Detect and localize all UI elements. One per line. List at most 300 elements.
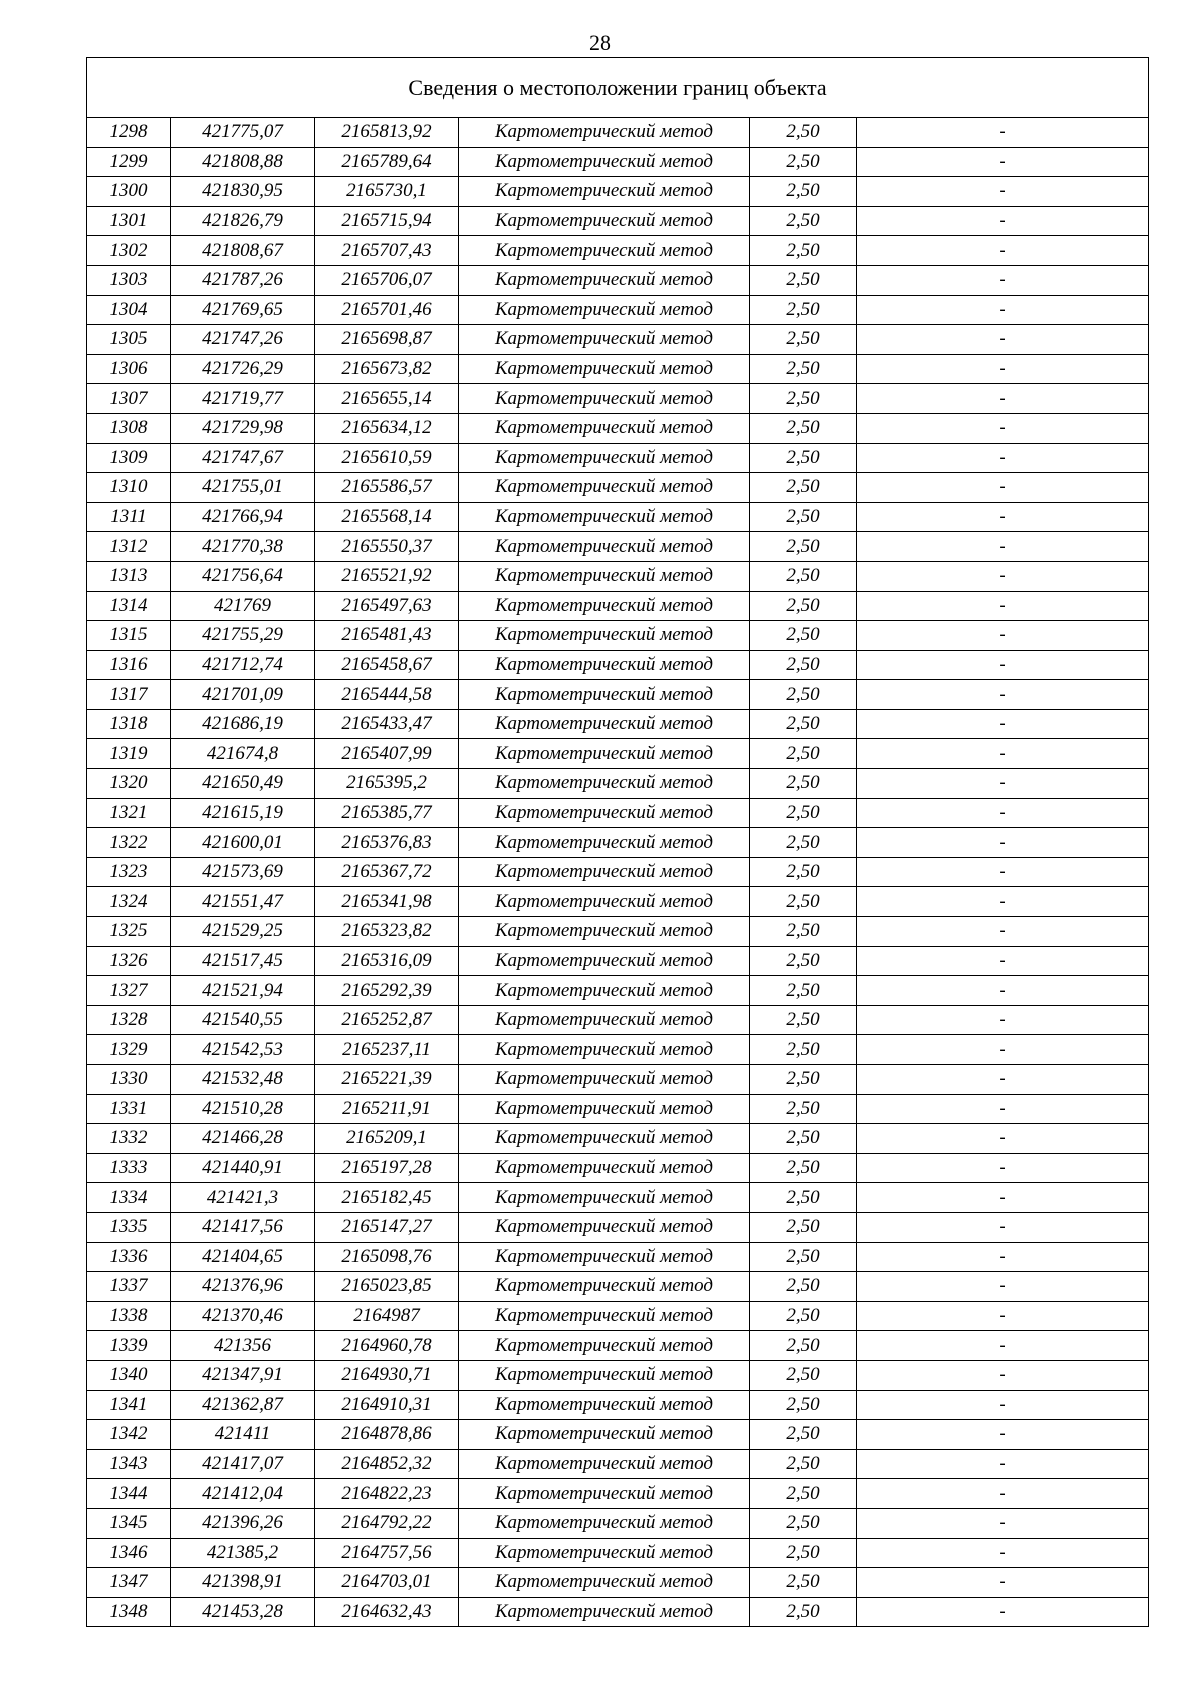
y-coordinate-cell: 2165211,91 [315, 1094, 459, 1124]
y-coordinate-cell: 2165458,67 [315, 650, 459, 680]
y-coordinate-cell: 2164632,43 [315, 1597, 459, 1627]
description-cell: - [857, 384, 1149, 414]
accuracy-cell: 2,50 [750, 650, 857, 680]
point-number-cell: 1346 [87, 1538, 171, 1568]
accuracy-cell: 2,50 [750, 828, 857, 858]
method-cell: Картометрический метод [459, 1272, 750, 1302]
method-cell: Картометрический метод [459, 1153, 750, 1183]
method-cell: Картометрический метод [459, 1449, 750, 1479]
method-cell: Картометрический метод [459, 1094, 750, 1124]
description-cell: - [857, 1390, 1149, 1420]
point-number-cell: 1335 [87, 1212, 171, 1242]
description-cell: - [857, 354, 1149, 384]
y-coordinate-cell: 2165209,1 [315, 1124, 459, 1154]
accuracy-cell: 2,50 [750, 887, 857, 917]
table-row [87, 295, 1149, 325]
accuracy-cell: 2,50 [750, 265, 857, 295]
y-coordinate-cell: 2165673,82 [315, 354, 459, 384]
x-coordinate-cell: 421542,53 [171, 1035, 315, 1065]
x-coordinate-cell: 421755,29 [171, 621, 315, 651]
y-coordinate-cell: 2165376,83 [315, 828, 459, 858]
point-number-cell: 1298 [87, 118, 171, 148]
method-cell: Картометрический метод [459, 1479, 750, 1509]
description-cell: - [857, 709, 1149, 739]
x-coordinate-cell: 421517,45 [171, 946, 315, 976]
accuracy-cell: 2,50 [750, 591, 857, 621]
point-number-cell: 1338 [87, 1301, 171, 1331]
x-coordinate-cell: 421421,3 [171, 1183, 315, 1213]
accuracy-cell: 2,50 [750, 1449, 857, 1479]
y-coordinate-cell: 2165706,07 [315, 265, 459, 295]
description-cell: - [857, 917, 1149, 947]
accuracy-cell: 2,50 [750, 946, 857, 976]
y-coordinate-cell: 2165237,11 [315, 1035, 459, 1065]
x-coordinate-cell: 421440,91 [171, 1153, 315, 1183]
description-cell: - [857, 413, 1149, 443]
table-row [87, 236, 1149, 266]
accuracy-cell: 2,50 [750, 1124, 857, 1154]
description-cell: - [857, 828, 1149, 858]
accuracy-cell: 2,50 [750, 798, 857, 828]
method-cell: Картометрический метод [459, 1568, 750, 1598]
accuracy-cell: 2,50 [750, 502, 857, 532]
table-row [87, 828, 1149, 858]
point-number-cell: 1318 [87, 709, 171, 739]
method-cell: Картометрический метод [459, 917, 750, 947]
point-number-cell: 1320 [87, 769, 171, 799]
method-cell: Картометрический метод [459, 769, 750, 799]
description-cell: - [857, 1301, 1149, 1331]
method-cell: Картометрический метод [459, 502, 750, 532]
point-number-cell: 1339 [87, 1331, 171, 1361]
accuracy-cell: 2,50 [750, 1094, 857, 1124]
x-coordinate-cell: 421521,94 [171, 976, 315, 1006]
table-title-row [87, 58, 1149, 118]
description-cell: - [857, 1331, 1149, 1361]
accuracy-cell: 2,50 [750, 1597, 857, 1627]
method-cell: Картометрический метод [459, 828, 750, 858]
description-cell: - [857, 1242, 1149, 1272]
x-coordinate-cell: 421362,87 [171, 1390, 315, 1420]
description-cell: - [857, 621, 1149, 651]
description-cell: - [857, 561, 1149, 591]
accuracy-cell: 2,50 [750, 236, 857, 266]
y-coordinate-cell: 2164757,56 [315, 1538, 459, 1568]
description-cell: - [857, 118, 1149, 148]
table-row [87, 680, 1149, 710]
description-cell: - [857, 443, 1149, 473]
accuracy-cell: 2,50 [750, 1272, 857, 1302]
method-cell: Картометрический метод [459, 354, 750, 384]
table-row [87, 1568, 1149, 1598]
accuracy-cell: 2,50 [750, 1508, 857, 1538]
accuracy-cell: 2,50 [750, 739, 857, 769]
x-coordinate-cell: 421417,56 [171, 1212, 315, 1242]
method-cell: Картометрический метод [459, 413, 750, 443]
method-cell: Картометрический метод [459, 1331, 750, 1361]
point-number-cell: 1308 [87, 413, 171, 443]
x-coordinate-cell: 421404,65 [171, 1242, 315, 1272]
table-row [87, 650, 1149, 680]
description-cell: - [857, 1212, 1149, 1242]
accuracy-cell: 2,50 [750, 295, 857, 325]
table-row [87, 739, 1149, 769]
description-cell: - [857, 857, 1149, 887]
method-cell: Картометрический метод [459, 976, 750, 1006]
table-row [87, 1597, 1149, 1627]
accuracy-cell: 2,50 [750, 532, 857, 562]
description-cell: - [857, 1360, 1149, 1390]
description-cell: - [857, 1420, 1149, 1450]
description-cell: - [857, 769, 1149, 799]
accuracy-cell: 2,50 [750, 1360, 857, 1390]
accuracy-cell: 2,50 [750, 325, 857, 355]
table-row [87, 1272, 1149, 1302]
table-row [87, 709, 1149, 739]
accuracy-cell: 2,50 [750, 1183, 857, 1213]
description-cell: - [857, 1153, 1149, 1183]
accuracy-cell: 2,50 [750, 769, 857, 799]
accuracy-cell: 2,50 [750, 857, 857, 887]
description-cell: - [857, 1183, 1149, 1213]
table-row [87, 1390, 1149, 1420]
y-coordinate-cell: 2165707,43 [315, 236, 459, 266]
description-cell: - [857, 680, 1149, 710]
point-number-cell: 1333 [87, 1153, 171, 1183]
point-number-cell: 1313 [87, 561, 171, 591]
accuracy-cell: 2,50 [750, 206, 857, 236]
x-coordinate-cell: 421769,65 [171, 295, 315, 325]
x-coordinate-cell: 421808,67 [171, 236, 315, 266]
method-cell: Картометрический метод [459, 206, 750, 236]
description-cell: - [857, 1124, 1149, 1154]
point-number-cell: 1340 [87, 1360, 171, 1390]
accuracy-cell: 2,50 [750, 1242, 857, 1272]
method-cell: Картометрический метод [459, 118, 750, 148]
table-row [87, 118, 1149, 148]
x-coordinate-cell: 421729,98 [171, 413, 315, 443]
accuracy-cell: 2,50 [750, 976, 857, 1006]
x-coordinate-cell: 421719,77 [171, 384, 315, 414]
point-number-cell: 1345 [87, 1508, 171, 1538]
table-row [87, 1479, 1149, 1509]
method-cell: Картометрический метод [459, 325, 750, 355]
x-coordinate-cell: 421385,2 [171, 1538, 315, 1568]
table-row [87, 561, 1149, 591]
y-coordinate-cell: 2165481,43 [315, 621, 459, 651]
y-coordinate-cell: 2165292,39 [315, 976, 459, 1006]
accuracy-cell: 2,50 [750, 413, 857, 443]
point-number-cell: 1310 [87, 473, 171, 503]
method-cell: Картометрический метод [459, 1390, 750, 1420]
y-coordinate-cell: 2165586,57 [315, 473, 459, 503]
method-cell: Картометрический метод [459, 236, 750, 266]
method-cell: Картометрический метод [459, 1242, 750, 1272]
x-coordinate-cell: 421412,04 [171, 1479, 315, 1509]
point-number-cell: 1347 [87, 1568, 171, 1598]
x-coordinate-cell: 421573,69 [171, 857, 315, 887]
y-coordinate-cell: 2164930,71 [315, 1360, 459, 1390]
description-cell: - [857, 739, 1149, 769]
table-row [87, 1153, 1149, 1183]
point-number-cell: 1324 [87, 887, 171, 917]
table-row [87, 1301, 1149, 1331]
y-coordinate-cell: 2165634,12 [315, 413, 459, 443]
y-coordinate-cell: 2165789,64 [315, 147, 459, 177]
description-cell: - [857, 473, 1149, 503]
accuracy-cell: 2,50 [750, 1035, 857, 1065]
y-coordinate-cell: 2164987 [315, 1301, 459, 1331]
table-row [87, 1065, 1149, 1095]
accuracy-cell: 2,50 [750, 1538, 857, 1568]
y-coordinate-cell: 2165610,59 [315, 443, 459, 473]
method-cell: Картометрический метод [459, 1538, 750, 1568]
description-cell: - [857, 1508, 1149, 1538]
x-coordinate-cell: 421466,28 [171, 1124, 315, 1154]
x-coordinate-cell: 421417,07 [171, 1449, 315, 1479]
table-row [87, 1094, 1149, 1124]
table-row [87, 384, 1149, 414]
table-row [87, 206, 1149, 236]
point-number-cell: 1299 [87, 147, 171, 177]
method-cell: Картометрический метод [459, 591, 750, 621]
y-coordinate-cell: 2165521,92 [315, 561, 459, 591]
point-number-cell: 1316 [87, 650, 171, 680]
y-coordinate-cell: 2165568,14 [315, 502, 459, 532]
point-number-cell: 1343 [87, 1449, 171, 1479]
y-coordinate-cell: 2165715,94 [315, 206, 459, 236]
point-number-cell: 1322 [87, 828, 171, 858]
y-coordinate-cell: 2164792,22 [315, 1508, 459, 1538]
description-cell: - [857, 265, 1149, 295]
point-number-cell: 1305 [87, 325, 171, 355]
table-row [87, 1331, 1149, 1361]
y-coordinate-cell: 2165341,98 [315, 887, 459, 917]
accuracy-cell: 2,50 [750, 1005, 857, 1035]
x-coordinate-cell: 421755,01 [171, 473, 315, 503]
y-coordinate-cell: 2165444,58 [315, 680, 459, 710]
method-cell: Картометрический метод [459, 857, 750, 887]
point-number-cell: 1336 [87, 1242, 171, 1272]
point-number-cell: 1326 [87, 946, 171, 976]
point-number-cell: 1309 [87, 443, 171, 473]
x-coordinate-cell: 421600,01 [171, 828, 315, 858]
point-number-cell: 1319 [87, 739, 171, 769]
table-row [87, 1508, 1149, 1538]
y-coordinate-cell: 2165323,82 [315, 917, 459, 947]
x-coordinate-cell: 421411 [171, 1420, 315, 1450]
description-cell: - [857, 887, 1149, 917]
accuracy-cell: 2,50 [750, 621, 857, 651]
table-row [87, 1360, 1149, 1390]
x-coordinate-cell: 421787,26 [171, 265, 315, 295]
description-cell: - [857, 325, 1149, 355]
accuracy-cell: 2,50 [750, 384, 857, 414]
point-number-cell: 1330 [87, 1065, 171, 1095]
accuracy-cell: 2,50 [750, 1568, 857, 1598]
method-cell: Картометрический метод [459, 680, 750, 710]
table-row [87, 769, 1149, 799]
y-coordinate-cell: 2164822,23 [315, 1479, 459, 1509]
x-coordinate-cell: 421766,94 [171, 502, 315, 532]
point-number-cell: 1337 [87, 1272, 171, 1302]
x-coordinate-cell: 421726,29 [171, 354, 315, 384]
method-cell: Картометрический метод [459, 1420, 750, 1450]
accuracy-cell: 2,50 [750, 1065, 857, 1095]
y-coordinate-cell: 2165098,76 [315, 1242, 459, 1272]
x-coordinate-cell: 421701,09 [171, 680, 315, 710]
accuracy-cell: 2,50 [750, 443, 857, 473]
x-coordinate-cell: 421770,38 [171, 532, 315, 562]
description-cell: - [857, 236, 1149, 266]
accuracy-cell: 2,50 [750, 1153, 857, 1183]
method-cell: Картометрический метод [459, 384, 750, 414]
table-body [87, 58, 1149, 1627]
table-row [87, 1538, 1149, 1568]
y-coordinate-cell: 2165147,27 [315, 1212, 459, 1242]
x-coordinate-cell: 421551,47 [171, 887, 315, 917]
point-number-cell: 1312 [87, 532, 171, 562]
method-cell: Картометрический метод [459, 443, 750, 473]
point-number-cell: 1301 [87, 206, 171, 236]
y-coordinate-cell: 2165813,92 [315, 118, 459, 148]
y-coordinate-cell: 2165316,09 [315, 946, 459, 976]
description-cell: - [857, 532, 1149, 562]
description-cell: - [857, 206, 1149, 236]
method-cell: Картометрический метод [459, 946, 750, 976]
point-number-cell: 1323 [87, 857, 171, 887]
accuracy-cell: 2,50 [750, 709, 857, 739]
table-row [87, 532, 1149, 562]
description-cell: - [857, 1094, 1149, 1124]
table-row [87, 1242, 1149, 1272]
table-row [87, 1124, 1149, 1154]
accuracy-cell: 2,50 [750, 1331, 857, 1361]
x-coordinate-cell: 421686,19 [171, 709, 315, 739]
x-coordinate-cell: 421747,26 [171, 325, 315, 355]
point-number-cell: 1327 [87, 976, 171, 1006]
point-number-cell: 1332 [87, 1124, 171, 1154]
y-coordinate-cell: 2165182,45 [315, 1183, 459, 1213]
description-cell: - [857, 502, 1149, 532]
table-row [87, 177, 1149, 207]
method-cell: Картометрический метод [459, 709, 750, 739]
point-number-cell: 1331 [87, 1094, 171, 1124]
x-coordinate-cell: 421398,91 [171, 1568, 315, 1598]
x-coordinate-cell: 421650,49 [171, 769, 315, 799]
method-cell: Картометрический метод [459, 295, 750, 325]
x-coordinate-cell: 421808,88 [171, 147, 315, 177]
x-coordinate-cell: 421529,25 [171, 917, 315, 947]
x-coordinate-cell: 421453,28 [171, 1597, 315, 1627]
table-row [87, 1420, 1149, 1450]
table-row [87, 473, 1149, 503]
description-cell: - [857, 650, 1149, 680]
x-coordinate-cell: 421756,64 [171, 561, 315, 591]
method-cell: Картометрический метод [459, 1124, 750, 1154]
x-coordinate-cell: 421747,67 [171, 443, 315, 473]
x-coordinate-cell: 421712,74 [171, 650, 315, 680]
table-row [87, 857, 1149, 887]
y-coordinate-cell: 2165655,14 [315, 384, 459, 414]
y-coordinate-cell: 2165385,77 [315, 798, 459, 828]
x-coordinate-cell: 421347,91 [171, 1360, 315, 1390]
accuracy-cell: 2,50 [750, 1479, 857, 1509]
x-coordinate-cell: 421396,26 [171, 1508, 315, 1538]
table-row [87, 1035, 1149, 1065]
point-number-cell: 1314 [87, 591, 171, 621]
table-row [87, 887, 1149, 917]
accuracy-cell: 2,50 [750, 177, 857, 207]
table-title: Сведения о местоположении границ объекта [87, 58, 1149, 118]
accuracy-cell: 2,50 [750, 1212, 857, 1242]
point-number-cell: 1348 [87, 1597, 171, 1627]
table-row [87, 1005, 1149, 1035]
accuracy-cell: 2,50 [750, 1420, 857, 1450]
x-coordinate-cell: 421826,79 [171, 206, 315, 236]
description-cell: - [857, 1568, 1149, 1598]
y-coordinate-cell: 2165407,99 [315, 739, 459, 769]
description-cell: - [857, 1272, 1149, 1302]
page-number: 28 [589, 30, 611, 55]
point-number-cell: 1307 [87, 384, 171, 414]
description-cell: - [857, 147, 1149, 177]
table-row [87, 1212, 1149, 1242]
x-coordinate-cell: 421370,46 [171, 1301, 315, 1331]
method-cell: Картометрический метод [459, 147, 750, 177]
method-cell: Картометрический метод [459, 1035, 750, 1065]
x-coordinate-cell: 421830,95 [171, 177, 315, 207]
method-cell: Картометрический метод [459, 1360, 750, 1390]
description-cell: - [857, 1449, 1149, 1479]
method-cell: Картометрический метод [459, 1508, 750, 1538]
y-coordinate-cell: 2165252,87 [315, 1005, 459, 1035]
method-cell: Картометрический метод [459, 532, 750, 562]
x-coordinate-cell: 421540,55 [171, 1005, 315, 1035]
method-cell: Картометрический метод [459, 1065, 750, 1095]
method-cell: Картометрический метод [459, 177, 750, 207]
point-number-cell: 1325 [87, 917, 171, 947]
point-number-cell: 1328 [87, 1005, 171, 1035]
accuracy-cell: 2,50 [750, 1301, 857, 1331]
table-row [87, 591, 1149, 621]
table-row [87, 946, 1149, 976]
table-row [87, 354, 1149, 384]
table-row [87, 265, 1149, 295]
point-number-cell: 1304 [87, 295, 171, 325]
method-cell: Картометрический метод [459, 265, 750, 295]
table-row [87, 443, 1149, 473]
table-row [87, 917, 1149, 947]
point-number-cell: 1341 [87, 1390, 171, 1420]
point-number-cell: 1317 [87, 680, 171, 710]
accuracy-cell: 2,50 [750, 1390, 857, 1420]
x-coordinate-cell: 421769 [171, 591, 315, 621]
description-cell: - [857, 1005, 1149, 1035]
method-cell: Картометрический метод [459, 798, 750, 828]
description-cell: - [857, 1065, 1149, 1095]
accuracy-cell: 2,50 [750, 118, 857, 148]
description-cell: - [857, 976, 1149, 1006]
method-cell: Картометрический метод [459, 621, 750, 651]
x-coordinate-cell: 421532,48 [171, 1065, 315, 1095]
y-coordinate-cell: 2165701,46 [315, 295, 459, 325]
x-coordinate-cell: 421615,19 [171, 798, 315, 828]
accuracy-cell: 2,50 [750, 147, 857, 177]
point-number-cell: 1311 [87, 502, 171, 532]
x-coordinate-cell: 421775,07 [171, 118, 315, 148]
x-coordinate-cell: 421510,28 [171, 1094, 315, 1124]
